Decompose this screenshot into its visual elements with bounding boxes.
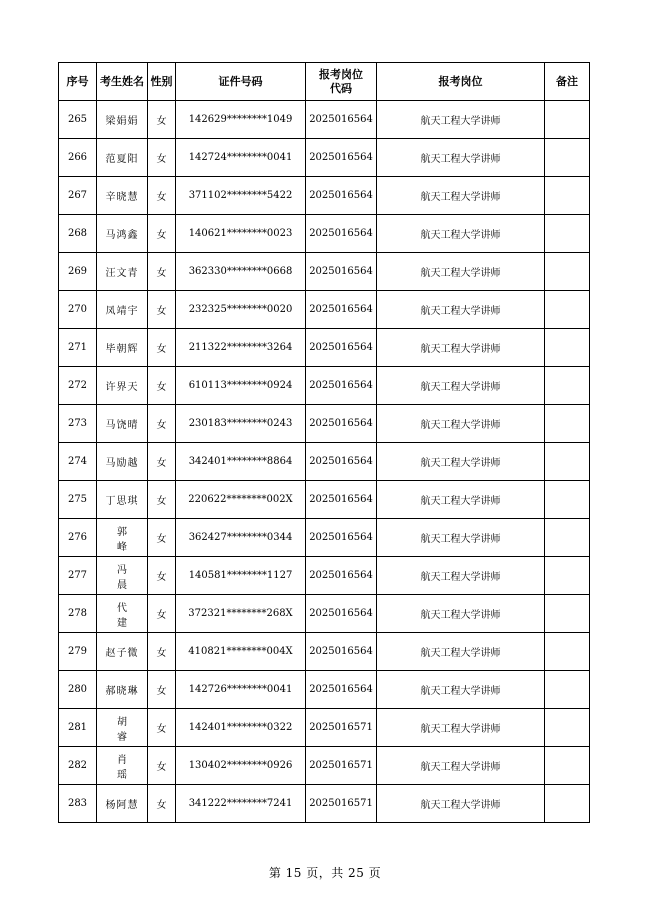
cell-post: 航天工程大学讲师 <box>377 329 545 367</box>
cell-post: 航天工程大学讲师 <box>377 139 545 177</box>
cell-post-code: 2025016564 <box>306 633 377 671</box>
cell-post-code: 2025016564 <box>306 329 377 367</box>
cell-gender: 女 <box>148 443 176 481</box>
cell-gender: 女 <box>148 671 176 709</box>
cell-name: 范夏阳 <box>97 139 148 177</box>
cell-id-number: 610113********0924 <box>176 367 306 405</box>
cell-name: 胡睿 <box>97 709 148 747</box>
header-post-code-line2: 代码 <box>330 81 352 95</box>
cell-gender: 女 <box>148 367 176 405</box>
cell-post: 航天工程大学讲师 <box>377 443 545 481</box>
cell-remark <box>545 177 590 215</box>
cell-gender: 女 <box>148 785 176 823</box>
header-id-number: 证件号码 <box>176 63 306 101</box>
table-row <box>59 785 590 823</box>
cell-seq: 267 <box>59 177 97 215</box>
cell-id-number: 362330********0668 <box>176 253 306 291</box>
candidate-table-container <box>58 62 589 823</box>
cell-gender: 女 <box>148 747 176 785</box>
cell-name: 毕朝辉 <box>97 329 148 367</box>
cell-name: 凤靖宇 <box>97 291 148 329</box>
cell-remark <box>545 215 590 253</box>
table-row <box>59 557 590 595</box>
cell-seq: 265 <box>59 101 97 139</box>
cell-remark <box>545 101 590 139</box>
cell-post-code: 2025016564 <box>306 101 377 139</box>
cell-gender: 女 <box>148 291 176 329</box>
table-row <box>59 709 590 747</box>
cell-post-code: 2025016564 <box>306 139 377 177</box>
cell-post-code: 2025016571 <box>306 747 377 785</box>
table-row <box>59 215 590 253</box>
cell-name: 辛晓慧 <box>97 177 148 215</box>
cell-remark <box>545 595 590 633</box>
header-seq: 序号 <box>59 63 97 101</box>
cell-name: 梁娟娟 <box>97 101 148 139</box>
cell-post: 航天工程大学讲师 <box>377 557 545 595</box>
cell-id-number: 142629********1049 <box>176 101 306 139</box>
cell-seq: 266 <box>59 139 97 177</box>
cell-post-code: 2025016571 <box>306 709 377 747</box>
cell-seq: 271 <box>59 329 97 367</box>
cell-post: 航天工程大学讲师 <box>377 519 545 557</box>
cell-seq: 283 <box>59 785 97 823</box>
table-row <box>59 443 590 481</box>
cell-post: 航天工程大学讲师 <box>377 747 545 785</box>
table-row <box>59 595 590 633</box>
cell-post-code: 2025016564 <box>306 405 377 443</box>
cell-id-number: 142401********0322 <box>176 709 306 747</box>
cell-gender: 女 <box>148 139 176 177</box>
cell-gender: 女 <box>148 481 176 519</box>
table-row <box>59 633 590 671</box>
cell-id-number: 342401********8864 <box>176 443 306 481</box>
cell-post: 航天工程大学讲师 <box>377 595 545 633</box>
cell-post-code: 2025016571 <box>306 785 377 823</box>
page-footer: 第 15 页，共 25 页 <box>268 866 382 880</box>
header-gender: 性别 <box>148 63 176 101</box>
cell-remark <box>545 481 590 519</box>
cell-post-code: 2025016564 <box>306 215 377 253</box>
table-row <box>59 101 590 139</box>
table-row <box>59 291 590 329</box>
cell-post-code: 2025016564 <box>306 253 377 291</box>
cell-seq: 281 <box>59 709 97 747</box>
cell-post-code: 2025016564 <box>306 367 377 405</box>
cell-remark <box>545 709 590 747</box>
cell-seq: 272 <box>59 367 97 405</box>
cell-post: 航天工程大学讲师 <box>377 709 545 747</box>
cell-remark <box>545 557 590 595</box>
cell-name: 冯晨 <box>97 557 148 595</box>
table-row <box>59 671 590 709</box>
cell-id-number: 410821********004X <box>176 633 306 671</box>
cell-id-number: 220622********002X <box>176 481 306 519</box>
table-row <box>59 519 590 557</box>
cell-id-number: 371102********5422 <box>176 177 306 215</box>
cell-post: 航天工程大学讲师 <box>377 291 545 329</box>
cell-remark <box>545 633 590 671</box>
cell-name: 马饶晴 <box>97 405 148 443</box>
cell-id-number: 140581********1127 <box>176 557 306 595</box>
cell-post-code: 2025016564 <box>306 519 377 557</box>
cell-id-number: 142724********0041 <box>176 139 306 177</box>
table-row <box>59 747 590 785</box>
table-row <box>59 405 590 443</box>
cell-seq: 274 <box>59 443 97 481</box>
cell-post: 航天工程大学讲师 <box>377 481 545 519</box>
cell-seq: 282 <box>59 747 97 785</box>
cell-remark <box>545 443 590 481</box>
cell-name: 肖瑶 <box>97 747 148 785</box>
cell-seq: 279 <box>59 633 97 671</box>
cell-post: 航天工程大学讲师 <box>377 633 545 671</box>
cell-seq: 273 <box>59 405 97 443</box>
table-body <box>59 101 590 823</box>
cell-gender: 女 <box>148 329 176 367</box>
cell-remark <box>545 291 590 329</box>
cell-gender: 女 <box>148 519 176 557</box>
cell-gender: 女 <box>148 557 176 595</box>
cell-gender: 女 <box>148 709 176 747</box>
cell-post-code: 2025016564 <box>306 557 377 595</box>
cell-post: 航天工程大学讲师 <box>377 367 545 405</box>
cell-post: 航天工程大学讲师 <box>377 785 545 823</box>
table-row <box>59 329 590 367</box>
cell-remark <box>545 519 590 557</box>
cell-gender: 女 <box>148 101 176 139</box>
cell-seq: 270 <box>59 291 97 329</box>
cell-seq: 277 <box>59 557 97 595</box>
cell-post: 航天工程大学讲师 <box>377 215 545 253</box>
cell-name: 汪文青 <box>97 253 148 291</box>
cell-post: 航天工程大学讲师 <box>377 671 545 709</box>
header-row <box>59 63 590 101</box>
cell-name: 郭峰 <box>97 519 148 557</box>
cell-post-code: 2025016564 <box>306 481 377 519</box>
cell-post: 航天工程大学讲师 <box>377 177 545 215</box>
cell-remark <box>545 253 590 291</box>
table-row <box>59 177 590 215</box>
table-row <box>59 253 590 291</box>
cell-gender: 女 <box>148 405 176 443</box>
header-remark: 备注 <box>545 63 590 101</box>
cell-remark <box>545 785 590 823</box>
cell-post-code: 2025016564 <box>306 177 377 215</box>
cell-post-code: 2025016564 <box>306 595 377 633</box>
candidate-table <box>58 62 590 823</box>
cell-remark <box>545 329 590 367</box>
cell-id-number: 372321********268X <box>176 595 306 633</box>
cell-name: 马鸿鑫 <box>97 215 148 253</box>
table-row <box>59 139 590 177</box>
header-name: 考生姓名 <box>97 63 148 101</box>
cell-seq: 269 <box>59 253 97 291</box>
cell-gender: 女 <box>148 177 176 215</box>
cell-name: 郝晓琳 <box>97 671 148 709</box>
cell-post: 航天工程大学讲师 <box>377 405 545 443</box>
cell-id-number: 232325********0020 <box>176 291 306 329</box>
cell-remark <box>545 139 590 177</box>
cell-seq: 280 <box>59 671 97 709</box>
header-post-code-line1: 报考岗位 <box>319 67 363 81</box>
cell-post: 航天工程大学讲师 <box>377 101 545 139</box>
cell-name: 代建 <box>97 595 148 633</box>
cell-gender: 女 <box>148 253 176 291</box>
cell-post-code: 2025016564 <box>306 291 377 329</box>
cell-gender: 女 <box>148 595 176 633</box>
header-post: 报考岗位 <box>377 63 545 101</box>
cell-id-number: 230183********0243 <box>176 405 306 443</box>
cell-name: 许界天 <box>97 367 148 405</box>
cell-post-code: 2025016564 <box>306 443 377 481</box>
cell-seq: 276 <box>59 519 97 557</box>
cell-id-number: 211322********3264 <box>176 329 306 367</box>
cell-name: 杨阿慧 <box>97 785 148 823</box>
cell-name: 丁思琪 <box>97 481 148 519</box>
table-row <box>59 481 590 519</box>
cell-remark <box>545 671 590 709</box>
cell-post: 航天工程大学讲师 <box>377 253 545 291</box>
header-post-code <box>306 63 377 101</box>
cell-name: 赵子微 <box>97 633 148 671</box>
cell-remark <box>545 747 590 785</box>
cell-gender: 女 <box>148 633 176 671</box>
cell-remark <box>545 367 590 405</box>
cell-remark <box>545 405 590 443</box>
cell-seq: 275 <box>59 481 97 519</box>
cell-id-number: 142726********0041 <box>176 671 306 709</box>
cell-id-number: 140621********0023 <box>176 215 306 253</box>
table-row <box>59 367 590 405</box>
cell-name: 马励越 <box>97 443 148 481</box>
cell-id-number: 362427********0344 <box>176 519 306 557</box>
table-header <box>59 63 590 101</box>
cell-gender: 女 <box>148 215 176 253</box>
cell-seq: 268 <box>59 215 97 253</box>
cell-post-code: 2025016564 <box>306 671 377 709</box>
cell-seq: 278 <box>59 595 97 633</box>
cell-id-number: 341222********7241 <box>176 785 306 823</box>
cell-id-number: 130402********0926 <box>176 747 306 785</box>
